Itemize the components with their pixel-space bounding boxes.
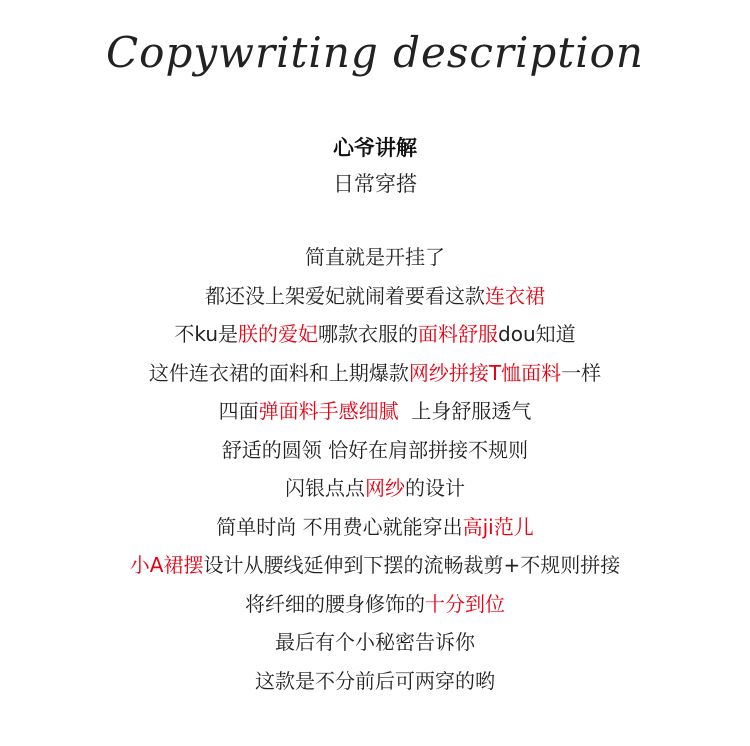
line-text: dou知道 xyxy=(498,322,576,346)
description-line xyxy=(0,354,750,393)
description-line xyxy=(0,585,750,624)
line-text: 上身舒服透气 xyxy=(398,399,532,423)
highlight-text: 网纱拼接T恤面料 xyxy=(408,360,562,385)
description-lines xyxy=(0,238,750,700)
line-text: 闪银点点 xyxy=(285,476,365,500)
line-text: 将纤细的腰身修饰的 xyxy=(245,591,425,616)
line-text: 最后有个小秘密告诉你 xyxy=(275,630,475,654)
description-line xyxy=(0,315,750,354)
highlight-text: 面料舒服 xyxy=(418,322,499,346)
highlight-text: 小A裙摆 xyxy=(129,553,204,577)
line-text: 哪款衣服的 xyxy=(318,322,419,346)
description-line xyxy=(0,508,750,547)
script-heading: Copywriting description xyxy=(106,28,644,77)
line-text: 四面 xyxy=(218,399,259,423)
highlight-text: 高ji范儿 xyxy=(462,514,534,539)
highlight-text: 十分到位 xyxy=(425,591,505,616)
line-text: 这件连衣裙的面料和上期爆款 xyxy=(148,360,409,385)
highlight-text: 连衣裙 xyxy=(485,283,545,308)
line-text: 舒适的圆领 恰好在肩部拼接不规则 xyxy=(221,437,529,462)
line-text: 都还没上架爱妃就闹着要看这款 xyxy=(205,283,485,308)
description-line xyxy=(0,546,750,585)
line-text: 的设计 xyxy=(405,476,465,500)
highlight-text: 朕的爱妃 xyxy=(238,322,319,346)
line-text: 简单时尚 不用费心就能穿出 xyxy=(216,514,463,539)
line-text: 不ku是 xyxy=(174,322,239,346)
line-text: 一样 xyxy=(561,360,602,385)
description-line xyxy=(0,238,750,277)
description-line xyxy=(0,392,750,431)
highlight-text: 网纱 xyxy=(365,476,405,500)
page-subtitle: 日常穿搭 xyxy=(333,172,417,196)
description-line xyxy=(0,469,750,508)
description-line xyxy=(0,431,750,470)
description-line xyxy=(0,277,750,316)
highlight-text: 弹面料手感细腻 xyxy=(258,399,399,423)
line-text: 这款是不分前后可两穿的哟 xyxy=(255,668,495,693)
page-title: 心爷讲解 xyxy=(333,136,417,160)
description-line xyxy=(0,662,750,701)
line-text: 简直就是开挂了 xyxy=(305,245,445,269)
description-line xyxy=(0,623,750,662)
line-text: 设计从腰线延伸到下摆的流畅裁剪+不规则拼接 xyxy=(203,553,621,577)
